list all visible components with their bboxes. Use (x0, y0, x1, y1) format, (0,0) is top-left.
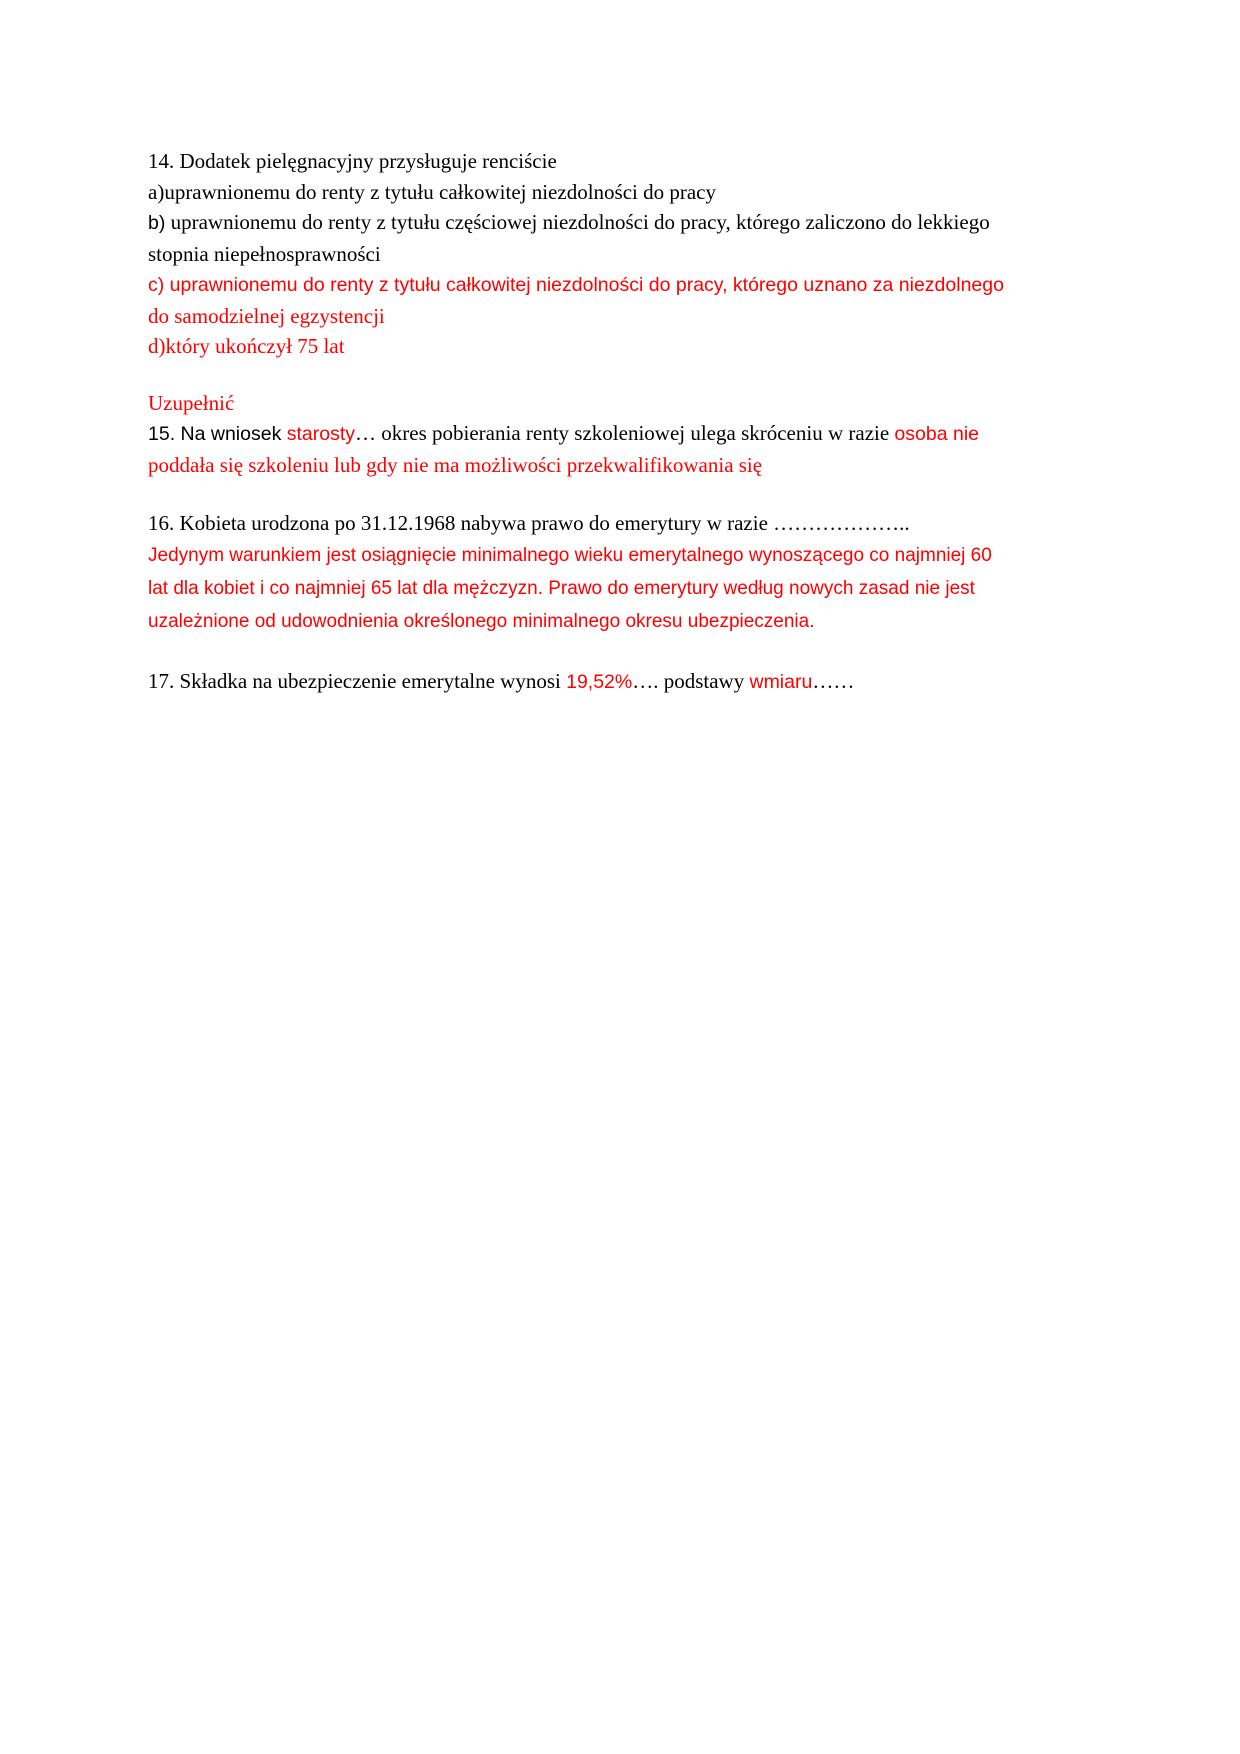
question-17-text3: …… (812, 668, 855, 693)
question-14-option-d: d)który ukończył 75 lat (148, 334, 345, 358)
question-14-option-b-line2: stopnia niepełnosprawności (148, 241, 381, 266)
option-c-text: c) uprawnionemu do renty z tytułu całkowitej niezdolności do pracy, którego uznano za niezdolnego (148, 274, 1004, 296)
question-15-line2: poddała się szkoleniu lub gdy nie ma możliwości przekwalifikowania się (148, 452, 763, 477)
question-15-line1 (148, 418, 1098, 450)
question-15-number: 15. (148, 423, 176, 445)
question-14-option-a: a)uprawnionemu do renty z tytułu całkowitej niezdolności do pracy (148, 179, 716, 204)
question-16 (148, 508, 1098, 638)
question-15 (148, 418, 1098, 480)
question-15-answer1: starosty (286, 423, 356, 445)
question-16-answer-line3: uzależnione od udowodnienia określonego minimalnego okresu ubezpieczenia. (148, 610, 815, 632)
question-16-answer-line2: lat dla kobiet i co najmniej 65 lat dla mężczyzn. Prawo do emerytury według nowych zasad nie jest (148, 577, 975, 599)
question-14-title: 14. Dodatek pielęgnacyjny przysługuje renciście (148, 149, 557, 173)
question-16-text: 16. Kobieta urodzona po 31.12.1968 nabywa prawo do emerytury w razie ……………….. (148, 511, 910, 535)
option-b-prefix: b) (148, 212, 166, 234)
option-b-text: uprawnionemu do renty z tytułu częściowej niezdolności do pracy, którego zaliczono do lekkiego (165, 210, 990, 234)
question-15-text2: … okres pobierania renty szkoleniowej ulega skróceniu w razie (355, 421, 895, 445)
section-label: Uzupełnić (148, 390, 235, 415)
question-14-option-c-line1 (148, 269, 1098, 301)
question-17-text2: …. podstawy (632, 668, 750, 693)
question-16-answer-line1: Jedynym warunkiem jest osiągnięcie minimalnego wieku emerytalnego wynoszącego co najmniej 60 (148, 544, 992, 566)
question-14-option-b-line1 (148, 207, 1098, 239)
question-17-answer2: wmiaru (749, 670, 813, 693)
question-15-answer2: osoba nie (894, 423, 979, 445)
question-17-line (148, 666, 1098, 698)
question-17-text1: 17. Składka na ubezpieczenie emerytalne wynosi (148, 668, 567, 693)
question-15-text1: Na wniosek (175, 423, 287, 445)
question-14-option-c-line2: do samodzielnej egzystencji (148, 303, 385, 328)
question-17 (148, 666, 1098, 698)
question-17-answer1: 19,52% (566, 670, 633, 693)
question-14 (148, 146, 1098, 362)
document-content (148, 146, 1098, 697)
